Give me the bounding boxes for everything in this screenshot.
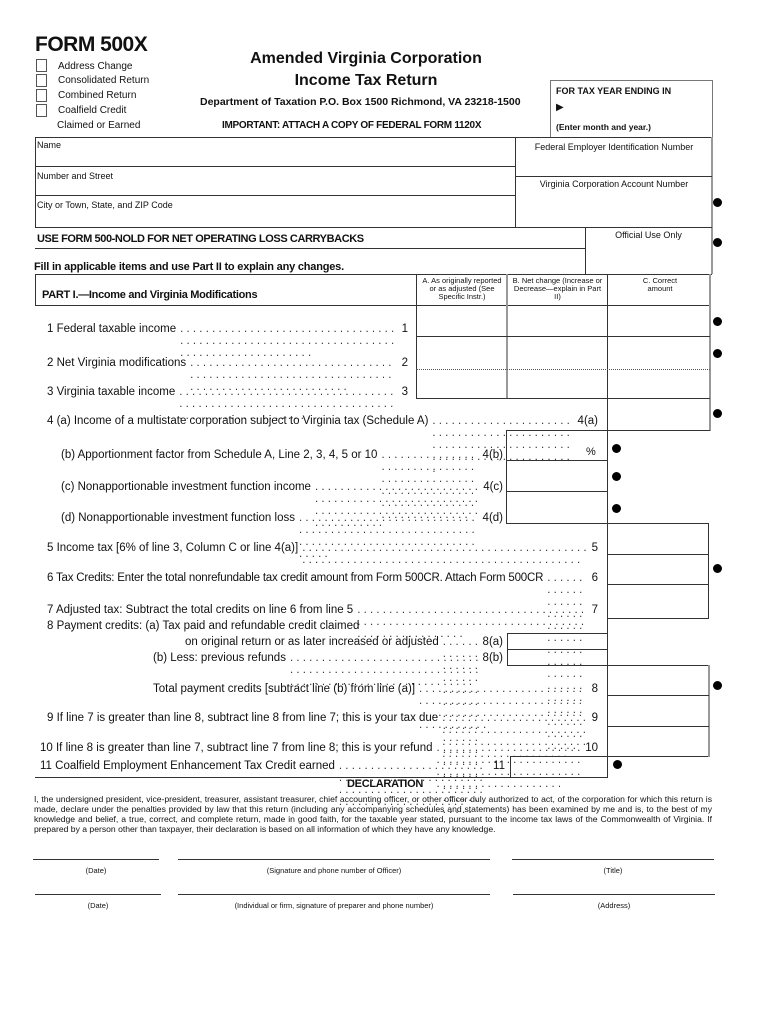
checkbox-label: Address Change xyxy=(58,61,133,72)
divider xyxy=(35,274,36,305)
important-notice: IMPORTANT: ATTACH A COPY OF FEDERAL FORM 1120X xyxy=(222,120,482,131)
fein-label: Federal Employer Identification Number xyxy=(534,142,694,152)
line5-input[interactable] xyxy=(608,524,708,553)
line-label: 7 Adjusted tax: Subtract the total credits on line 6 from line 5 xyxy=(47,604,354,616)
line3-col-c-input[interactable] xyxy=(608,370,708,397)
divider xyxy=(35,274,712,275)
name-label: Name xyxy=(37,140,62,150)
dot-leader xyxy=(180,323,397,359)
dot-leader xyxy=(357,604,587,640)
line-label: 10 If line 8 is greater than line 7, subtract line 7 from line 8; this is your refund xyxy=(40,742,433,754)
va-account-input[interactable] xyxy=(516,192,711,226)
line1-col-b-input[interactable] xyxy=(508,306,606,335)
line-label: (d) Nonapportionable investment function loss xyxy=(61,512,295,524)
tax-year-hint: (Enter month and year.) xyxy=(556,122,651,132)
divider xyxy=(35,137,713,138)
street-input[interactable] xyxy=(36,181,514,194)
line-label: 9 If line 7 is greater than line 8, subtract line 8 from line 7; this is your tax due xyxy=(47,712,439,724)
divider xyxy=(35,248,585,249)
line-number: 9 xyxy=(591,712,598,724)
preparer-signature-label: (Individual or firm, signature of preparer and phone number) xyxy=(234,901,434,910)
line4a-input[interactable] xyxy=(608,399,708,429)
divider xyxy=(35,227,712,228)
line-label: 2 Net Virginia modifications xyxy=(47,357,187,369)
line-label: (b) Apportionment factor from Schedule A, Line 2, 3, 4, 5 or 10 xyxy=(61,449,378,461)
dot-leader xyxy=(302,542,587,566)
bullet-icon xyxy=(713,238,722,247)
date-label: (Date) xyxy=(85,866,107,875)
city-label: City or Town, State, and ZIP Code xyxy=(37,200,173,210)
bullet-icon xyxy=(713,317,722,326)
bullet-icon xyxy=(612,472,621,481)
declaration-title: DECLARATION xyxy=(347,778,423,790)
divider xyxy=(709,274,711,431)
signature-line[interactable] xyxy=(513,894,715,895)
checkbox-address-change[interactable] xyxy=(36,59,47,72)
form-title-line1: Amended Virginia Corporation xyxy=(250,50,482,67)
column-c-header: C. Correct amount xyxy=(642,276,678,293)
line-label: 5 Income tax [6% of line 3, Column C or line 4(a)] xyxy=(47,542,299,554)
column-a-header: A. As originally reported or as adjusted (See Specific Instr.) xyxy=(422,276,502,301)
line3-col-b-input[interactable] xyxy=(508,370,606,397)
line-label: (c) Nonapportionable investment function income xyxy=(61,481,311,493)
line-label: 6 Tax Credits: Enter the total nonrefundable tax credit amount from Form 500CR. Attach Form 500CR xyxy=(47,572,544,584)
line-number: 1 xyxy=(401,323,408,335)
part1-title: PART I.—Income and Virginia Modifications xyxy=(42,289,258,301)
signature-line[interactable] xyxy=(178,894,490,895)
form-title-line2: Income Tax Return xyxy=(294,72,438,89)
percent-sign: % xyxy=(586,446,596,458)
line3-col-a-input[interactable] xyxy=(417,370,505,397)
line-number: 8 xyxy=(591,683,598,695)
arrow-right-icon: ▶ xyxy=(556,102,564,113)
line-number: 8(b) xyxy=(482,652,503,664)
divider xyxy=(708,665,710,757)
nold-notice: USE FORM 500-NOLD FOR NET OPERATING LOSS CARRYBACKS xyxy=(37,233,364,245)
bullet-icon xyxy=(713,349,722,358)
line-number: 10 xyxy=(585,742,598,754)
checkbox-consolidated-return[interactable] xyxy=(36,74,47,87)
line4d-input[interactable] xyxy=(507,492,606,522)
va-account-label: Virginia Corporation Account Number xyxy=(539,179,689,189)
line8-total-input[interactable] xyxy=(608,666,708,694)
bullet-icon xyxy=(713,409,722,418)
line-number: 11 xyxy=(493,760,505,772)
line2-col-b-input[interactable] xyxy=(508,337,606,368)
bullet-icon xyxy=(713,198,722,207)
title-label: (Title) xyxy=(603,866,623,875)
line-number: 6 xyxy=(591,572,598,584)
line-label: 3 Virginia taxable income xyxy=(47,386,176,398)
fill-notice: Fill in applicable items and use Part II to explain any changes. xyxy=(34,261,344,273)
coalfield-sub-label: Claimed or Earned xyxy=(57,120,141,131)
official-use-label: Official Use Only xyxy=(615,230,682,240)
line-number: 4(d) xyxy=(482,512,503,524)
line-1 xyxy=(47,323,408,359)
column-b-header: B. Net change (Increase or Decrease—explain in Part II) xyxy=(512,276,603,301)
bullet-icon xyxy=(612,444,621,453)
line-number: 4(b) xyxy=(482,449,503,461)
officer-signature-label: (Signature and phone number of Officer) xyxy=(266,866,402,875)
line-label: 11 Coalfield Employment Enhancement Tax Credit earned xyxy=(40,760,335,772)
line-number: 5 xyxy=(591,542,598,554)
line-label: on original return or as later increased or adjusted xyxy=(185,636,439,648)
fein-input[interactable] xyxy=(516,154,711,175)
line-number: 7 xyxy=(591,604,598,616)
line-label: 1 Federal taxable income xyxy=(47,323,177,335)
line6-input[interactable] xyxy=(608,555,708,583)
line-label: Total payment credits [subtract line (b) from line (a)] xyxy=(153,683,416,695)
name-input[interactable] xyxy=(36,150,514,165)
line10-input[interactable] xyxy=(608,727,708,755)
line-number: 3 xyxy=(401,386,408,398)
line-number: 4(c) xyxy=(483,481,503,493)
divider xyxy=(35,195,515,196)
date-label: (Date) xyxy=(87,901,109,910)
line-label: (b) Less: previous refunds xyxy=(153,652,286,664)
checkbox-combined-return[interactable] xyxy=(36,89,47,102)
line7-input[interactable] xyxy=(608,585,708,617)
signature-line[interactable] xyxy=(178,859,490,860)
line-8-heading xyxy=(47,620,359,632)
line-number: 8(a) xyxy=(482,636,503,648)
declaration-text: I, the undersigned president, vice-president, treasurer, assistant treasurer, chief accounting officer, or other officer duly authorized to act, of the corporation for which this return is made, declare under the penalties provided by law that this return (including any accompanying schedules and statements) has been examined by me and is, to the best of my knowledge and belief, a true, correct, and complete return, made in good faith, for the taxable year stated, pursuant to the income tax laws of the Commonwealth of Virginia. If prepared by a person other than taxpayer, their declaration is based on all information of which they have any knowledge. xyxy=(34,794,712,834)
line1-col-c-input[interactable] xyxy=(608,306,708,335)
signature-line[interactable] xyxy=(33,859,159,860)
bullet-icon xyxy=(613,760,622,769)
line-5 xyxy=(47,542,598,566)
bullet-icon xyxy=(612,504,621,513)
divider xyxy=(515,176,712,177)
line-number: 2 xyxy=(401,357,408,369)
line-label: 8 Payment credits: (a) Tax paid and refundable credit claimed xyxy=(47,620,360,632)
signature-line[interactable] xyxy=(35,894,161,895)
line9-input[interactable] xyxy=(608,696,708,725)
address-label: (Address) xyxy=(597,901,631,910)
city-input[interactable] xyxy=(36,210,514,226)
bullet-icon xyxy=(713,681,722,690)
tax-year-label: FOR TAX YEAR ENDING IN xyxy=(556,86,672,96)
checkbox-label: Consolidated Return xyxy=(58,75,150,86)
bullet-icon xyxy=(713,564,722,573)
department-address: Department of Taxation P.O. Box 1500 Richmond, VA 23218-1500 xyxy=(200,96,521,108)
form-number: FORM 500X xyxy=(35,33,148,56)
checkbox-coalfield-credit[interactable] xyxy=(36,104,47,117)
checkbox-label: Combined Return xyxy=(58,90,137,101)
divider xyxy=(711,137,713,274)
divider xyxy=(35,166,515,167)
line-number: 4(a) xyxy=(577,415,598,427)
street-label: Number and Street xyxy=(37,171,114,181)
signature-line[interactable] xyxy=(512,859,714,860)
line1-col-a-input[interactable] xyxy=(417,306,505,335)
line2-col-c-input[interactable] xyxy=(608,337,708,368)
line-label: 4 (a) Income of a multistate corporation subject to Virginia tax (Schedule A) xyxy=(47,415,429,427)
line2-col-a-input[interactable] xyxy=(417,337,505,368)
checkbox-label: Coalfield Credit xyxy=(58,105,127,116)
